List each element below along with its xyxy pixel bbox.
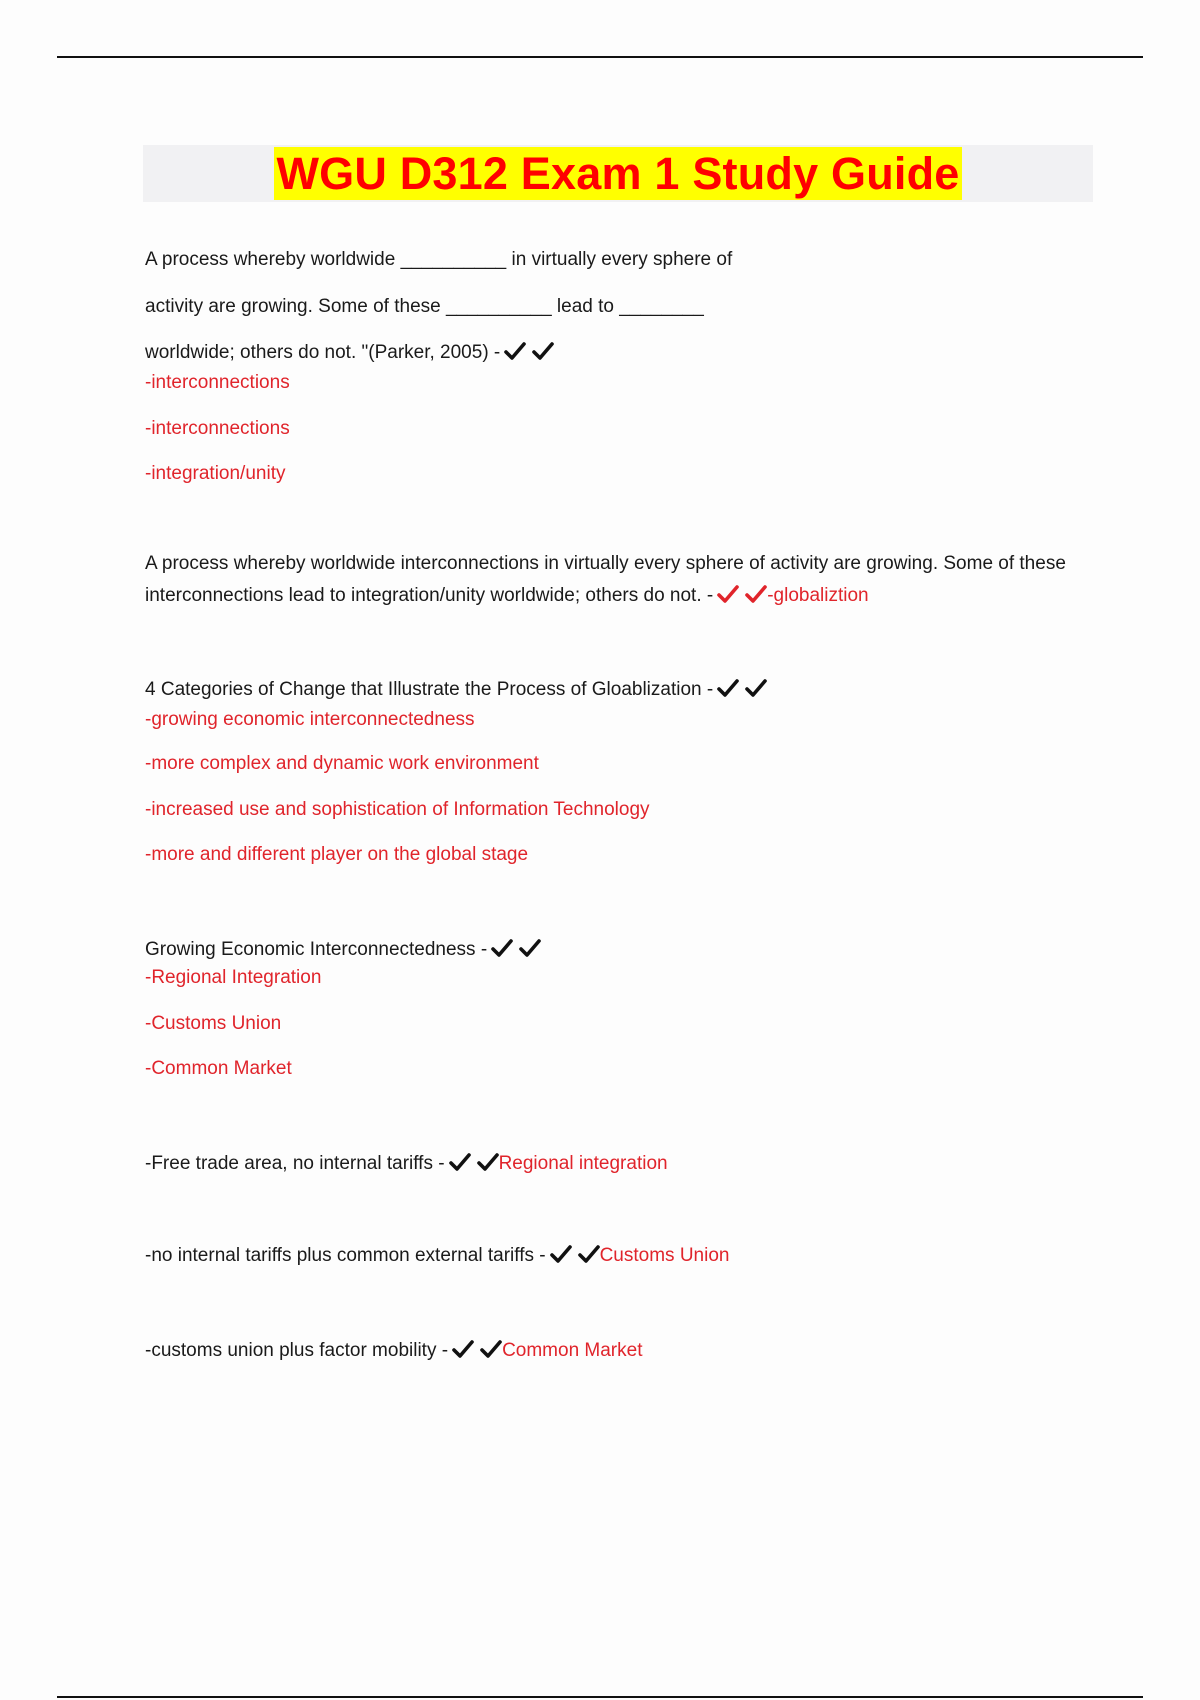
q4-answer-1: -Regional Integration — [145, 967, 322, 988]
q3-answer-2: -more complex and dynamic work environment — [145, 753, 539, 774]
q4-answer-3: -Common Market — [145, 1058, 292, 1079]
q6-question: -no internal tariffs plus common external tariffs - — [145, 1245, 546, 1266]
check-mark-icon — [449, 1153, 471, 1171]
q1-line-1: A process whereby worldwide __________ in virtually every sphere of — [145, 249, 733, 270]
q2-block — [145, 548, 1095, 612]
check-mark-icon — [550, 1245, 572, 1263]
q1-line-3 — [145, 341, 554, 365]
check-mark-icon — [452, 1340, 474, 1358]
check-mark-icon — [504, 342, 526, 360]
q7-question: -customs union plus factor mobility - — [145, 1340, 449, 1361]
q5-row — [145, 1152, 668, 1176]
q4-question-text: Growing Economic Interconnectedness - — [145, 939, 488, 960]
q1-answer-3: -integration/unity — [145, 463, 286, 484]
check-mark-icon — [477, 1153, 499, 1171]
q1-answer-2: -interconnections — [145, 418, 290, 439]
q2-text: A process whereby worldwide interconnections in virtually every sphere of activity are growing. Some of these interconnections lead to integration/unity worldwide; others do not. - — [145, 553, 1066, 606]
q3-question-text: 4 Categories of Change that Illustrate the Process of Gloablization - — [145, 679, 714, 700]
check-mark-icon — [519, 939, 541, 957]
bottom-rule — [57, 1696, 1143, 1698]
q6-answer: Customs Union — [599, 1245, 730, 1266]
q1-line-3-text: worldwide; others do not. "(Parker, 2005) - — [145, 342, 501, 363]
q3-question — [145, 678, 767, 702]
q3-answer-4: -more and different player on the global stage — [145, 844, 529, 865]
check-mark-icon — [491, 939, 513, 957]
q3-answer-1: -growing economic interconnectedness — [145, 709, 475, 730]
q2-answer: -globaliztion — [767, 585, 869, 606]
check-mark-icon — [745, 679, 767, 697]
q7-row — [145, 1339, 642, 1363]
check-mark-icon — [532, 342, 554, 360]
q3-answer-3: -increased use and sophistication of Information Technology — [145, 799, 650, 820]
check-mark-icon — [480, 1340, 502, 1358]
q1-line-2: activity are growing. Some of these __________ lead to ________ — [145, 296, 704, 317]
check-mark-icon — [717, 585, 739, 603]
q5-answer: Regional integration — [498, 1153, 668, 1174]
q1-answer-1: -interconnections — [145, 372, 290, 393]
page-title: WGU D312 Exam 1 Study Guide — [276, 148, 960, 199]
title-band — [143, 145, 1093, 202]
q4-answer-2: -Customs Union — [145, 1013, 282, 1034]
q6-row — [145, 1244, 729, 1268]
q7-answer: Common Market — [502, 1340, 643, 1361]
q5-question: -Free trade area, no internal tariffs - — [145, 1153, 445, 1174]
check-mark-icon — [578, 1245, 600, 1263]
check-mark-icon — [717, 679, 739, 697]
q4-question — [145, 938, 541, 962]
check-mark-icon — [745, 585, 767, 603]
top-rule — [57, 56, 1143, 58]
